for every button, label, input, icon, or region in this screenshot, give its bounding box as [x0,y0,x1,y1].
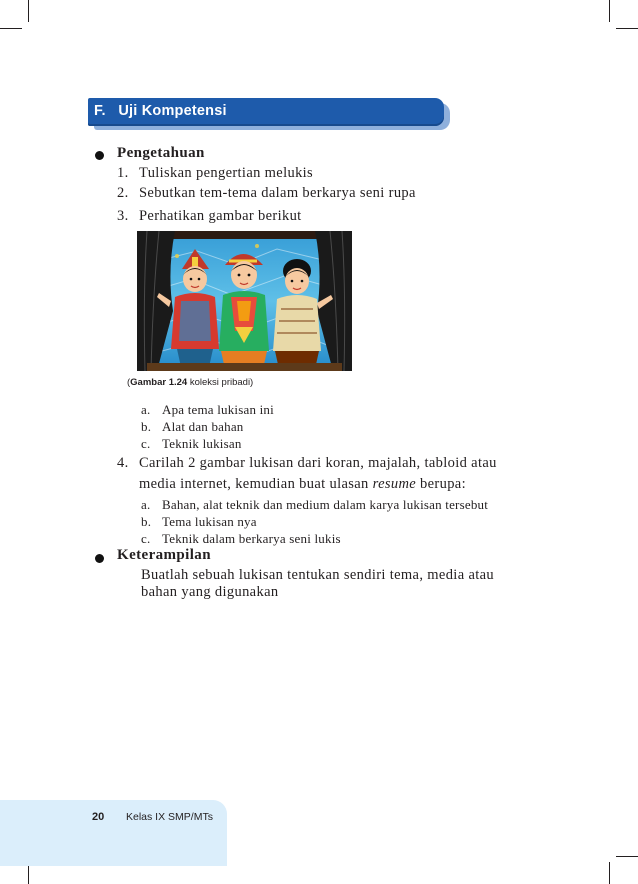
question-text: Carilah 2 gambar lukisan dari koran, majalah, tabloid atau [139,455,497,471]
crop-mark [609,0,610,22]
sub-item-text: Teknik lukisan [162,436,242,451]
sub-item-text: Tema lukisan nya [162,514,257,529]
sub-item [141,402,274,418]
question-number: 1. [117,165,129,181]
question-item [117,455,497,472]
footer-band [0,800,227,866]
question-number: 3. [117,208,129,224]
bullet-icon [95,151,104,160]
question-text: media internet, kemudian buat ulasan [139,476,373,492]
sub-item-letter: a. [141,402,151,417]
heading-pengetahuan: Pengetahuan [117,145,205,161]
section-title: F. Uji Kompetensi [94,103,227,119]
sub-item-text: Teknik dalam berkarya seni lukis [162,531,341,546]
caption-figure-number: Gambar 1.24 [130,377,188,388]
heading-keterampilan: Keterampilan [117,547,211,563]
crop-mark [616,28,638,29]
page-number: 20 [92,811,105,823]
question-item [117,185,416,202]
footer-book-title: Kelas IX SMP/MTs [126,811,213,823]
sub-item-letter: b. [141,514,152,529]
crop-mark [609,862,610,884]
question-item [117,165,313,182]
sub-item-text: Alat dan bahan [162,419,244,434]
question-number: 4. [117,455,129,471]
crop-mark [0,28,22,29]
sub-item [141,531,341,547]
question-item [117,208,302,225]
question-text: Tuliskan pengertian melukis [139,165,314,181]
caption-open: ( [127,377,131,388]
painting-illustration [137,231,352,371]
sub-item-letter: b. [141,419,152,434]
question-number: 2. [117,185,129,201]
caption-source: koleksi pribadi) [187,377,254,388]
sub-item [141,497,488,513]
task-text: Buatlah sebuah lukisan tentukan sendiri tema, media atau [141,567,495,583]
question-text: Perhatikan gambar berikut [139,208,302,224]
sub-item [141,436,242,452]
sub-item-text: Apa tema lukisan ini [162,402,274,417]
banner-bar [88,98,444,126]
question-text-continued [139,476,466,493]
crop-mark [616,856,638,857]
sub-item-text: Bahan, alat teknik dan medium dalam karya lukisan tersebut [162,497,489,512]
sub-item-letter: c. [141,436,151,451]
bullet-icon [95,554,104,563]
sub-item [141,419,244,435]
sub-item-letter: c. [141,531,151,546]
sub-item-letter: a. [141,497,151,512]
section-banner [88,98,452,132]
question-text: berupa: [416,476,466,492]
question-text: Sebutkan tem-tema dalam berkarya seni rupa [139,185,416,201]
figure-caption [127,377,253,388]
sub-item [141,514,257,530]
task-text: bahan yang digunakan [141,584,279,600]
crop-mark [28,0,29,22]
painting-image [137,231,352,371]
italic-term: resume [372,476,417,492]
